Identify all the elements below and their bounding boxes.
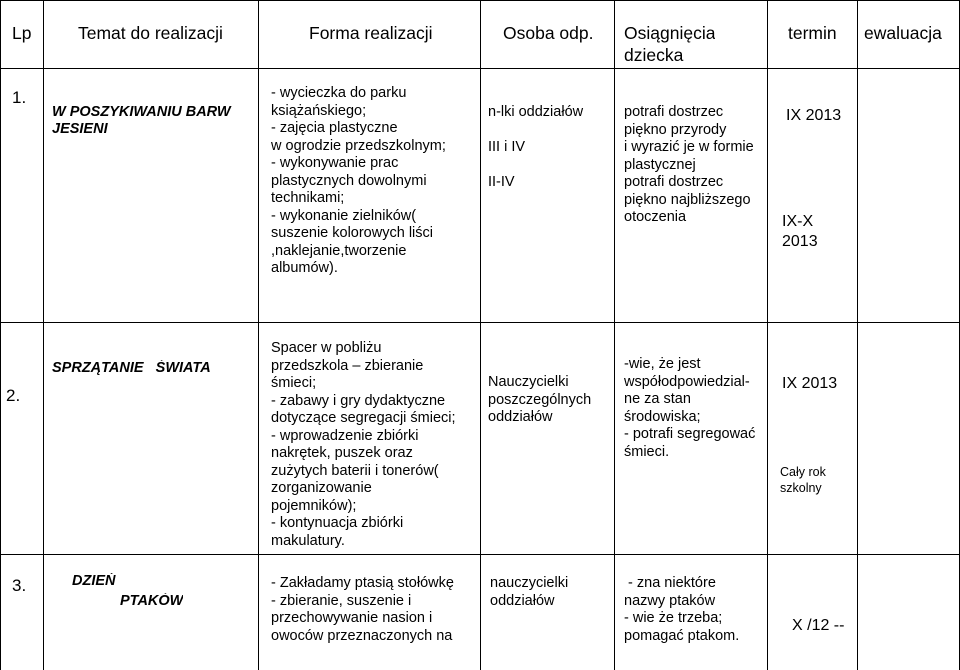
column-divider bbox=[258, 0, 259, 670]
row2-termin-start: IX 2013 bbox=[782, 375, 838, 392]
row-divider bbox=[0, 322, 960, 323]
row3-lp: 3. bbox=[12, 576, 27, 595]
row3-osoba: nauczycielki oddziałów bbox=[490, 575, 569, 609]
row1-osiagniecia: potrafi dostrzec piękno przyrody i wyrazić je w formie plastycznej potrafi dostrzec piękno najbliższego otoczenia bbox=[624, 104, 754, 225]
column-divider bbox=[767, 0, 768, 670]
row2-forma: Spacer w pobliżu przedszkola – zbieranie śmieci; - zabawy i gry dydaktyczne dotyczące segregacji śmieci; - wprowadzenie zbiórki nakrętek, puszek oraz zużytych baterii i tonerów( zorganizowanie pojemników); - kontynuacja zbiórki makulatury. bbox=[271, 340, 456, 549]
header-lp: Lp bbox=[12, 23, 32, 43]
row-divider bbox=[0, 554, 960, 555]
row2-temat: SPRZĄTANIE ŚWIATA bbox=[52, 360, 211, 376]
row2-lp: 2. bbox=[6, 386, 21, 405]
header-forma: Forma realizacji bbox=[309, 23, 433, 43]
row1-lp: 1. bbox=[12, 88, 27, 107]
row2-termin-range: Cały rok szkolny bbox=[780, 465, 826, 495]
header-termin: termin bbox=[788, 23, 837, 43]
row3-termin: X /12 -- bbox=[792, 617, 845, 634]
row1-osoba: n-lki oddziałów III i IV II-IV bbox=[488, 104, 584, 190]
row1-temat: W POSZYKIWANIU BARW JESIENI bbox=[52, 104, 231, 137]
column-divider bbox=[857, 0, 858, 670]
header-temat: Temat do realizacji bbox=[78, 23, 223, 43]
row1-termin-start: IX 2013 bbox=[786, 107, 842, 124]
row3-osiagniecia: - zna niektóre nazwy ptaków - wie że trzeba; pomagać ptakom. bbox=[624, 575, 740, 644]
table-border bbox=[0, 0, 960, 1]
row1-termin-range: IX-X 2013 bbox=[782, 213, 818, 250]
header-osiagniecia: Osiągnięcia dziecka bbox=[624, 23, 716, 65]
row2-osoba: Nauczycielki poszczególnych oddziałów bbox=[488, 374, 592, 425]
column-divider bbox=[43, 0, 44, 670]
column-divider bbox=[614, 0, 615, 670]
header-ewaluacja: ewaluacja bbox=[864, 23, 942, 43]
row3-temat-line2: PTAKÓW bbox=[120, 593, 184, 609]
row1-forma: - wycieczka do parku książańskiego; - zajęcia plastyczne w ogrodzie przedszkolnym; - wykonywanie prac plastycznych dowolnymi technikami; - wykonanie zielników( suszenie kolorowych liści ,naklejanie,tworzenie albumów). bbox=[271, 85, 446, 276]
row3-temat-line1: DZIEŃ bbox=[72, 573, 116, 589]
row3-forma: - Zakładamy ptasią stołówkę - zbieranie, suszenie i przechowywanie nasion i owoców przeznaczonych na bbox=[271, 575, 454, 644]
row2-osiagniecia: -wie, że jest współodpowiedzial- ne za stan środowiska; - potrafi segregować śmieci. bbox=[624, 356, 756, 460]
column-divider bbox=[480, 0, 481, 670]
table-border bbox=[0, 0, 1, 670]
header-osoba: Osoba odp. bbox=[503, 23, 594, 43]
row-divider bbox=[0, 68, 960, 69]
